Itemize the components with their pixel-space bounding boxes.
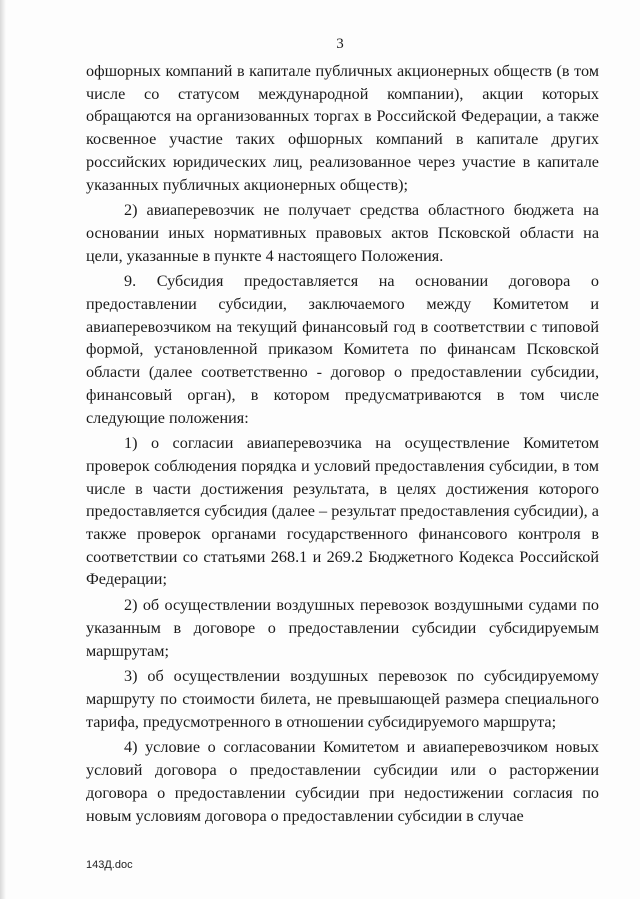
paragraph-sub-1: 1) о согласии авиаперевозчика на осуществление Комитетом проверок соблюдения порядка и условий предоставления субсидии, в том числе в части достижения результата, в целях достижения которого предоставляется субсидия (далее – результат предоставления субсидии), а также проверок органами государственного финансового контроля в соответствии со статьями 268.1 и 269.2 Бюджетного Кодекса Российской Федерации; bbox=[86, 434, 599, 589]
paragraph-item-2: 2) авиаперевозчик не получает средства областного бюджета на основании иных нормативных правовых актов Псковской области на цели, указанные в пункте 4 настоящего Положения. bbox=[86, 201, 599, 265]
paragraph-sub-2: 2) об осуществлении воздушных перевозок воздушными судами по указанным в договоре о предоставлении субсидии субсидируемым маршрутам; bbox=[86, 596, 599, 660]
paragraph-sub-3: 3) об осуществлении воздушных перевозок по субсидируемому маршруту по стоимости билета, не превышающей размера специального тарифа, предусмотренного в отношении субсидируемого маршрута; bbox=[86, 667, 599, 731]
paragraph-clause-9: 9. Субсидия предоставляется на основании договора о предоставлении субсидии, заключаемого между Комитетом и авиаперевозчиком на текущий финансовый год в соответствии с типовой формой, установленной приказом Комитета по финансам Псковской области (далее соответственно - договор о предоставлении субсидии, финансовый орган), в котором предусматриваются в том числе следующие положения: bbox=[86, 272, 599, 427]
footer-filename: 143Д.doc bbox=[86, 859, 133, 871]
paragraph-continuation: офшорных компаний в капитале публичных акционерных обществ (в том числе со статусом международной компании), акции которых обращаются на организованных торгах в Российской Федерации, а также косвенное участие таких офшорных компаний в капитале других российских юридических лиц, реализованное через участие в капитале указанных публичных акционерных обществ); bbox=[86, 62, 599, 194]
document-body bbox=[86, 60, 599, 827]
scan-edge bbox=[0, 0, 6, 899]
page-number: 3 bbox=[336, 36, 344, 52]
paragraph-sub-4: 4) условие о согласовании Комитетом и авиаперевозчиком новых условий договора о предоставлении субсидии или о расторжении договора о предоставлении субсидии при недостижении согласия по новым условиям договора о предоставлении субсидии в случае bbox=[86, 738, 599, 825]
